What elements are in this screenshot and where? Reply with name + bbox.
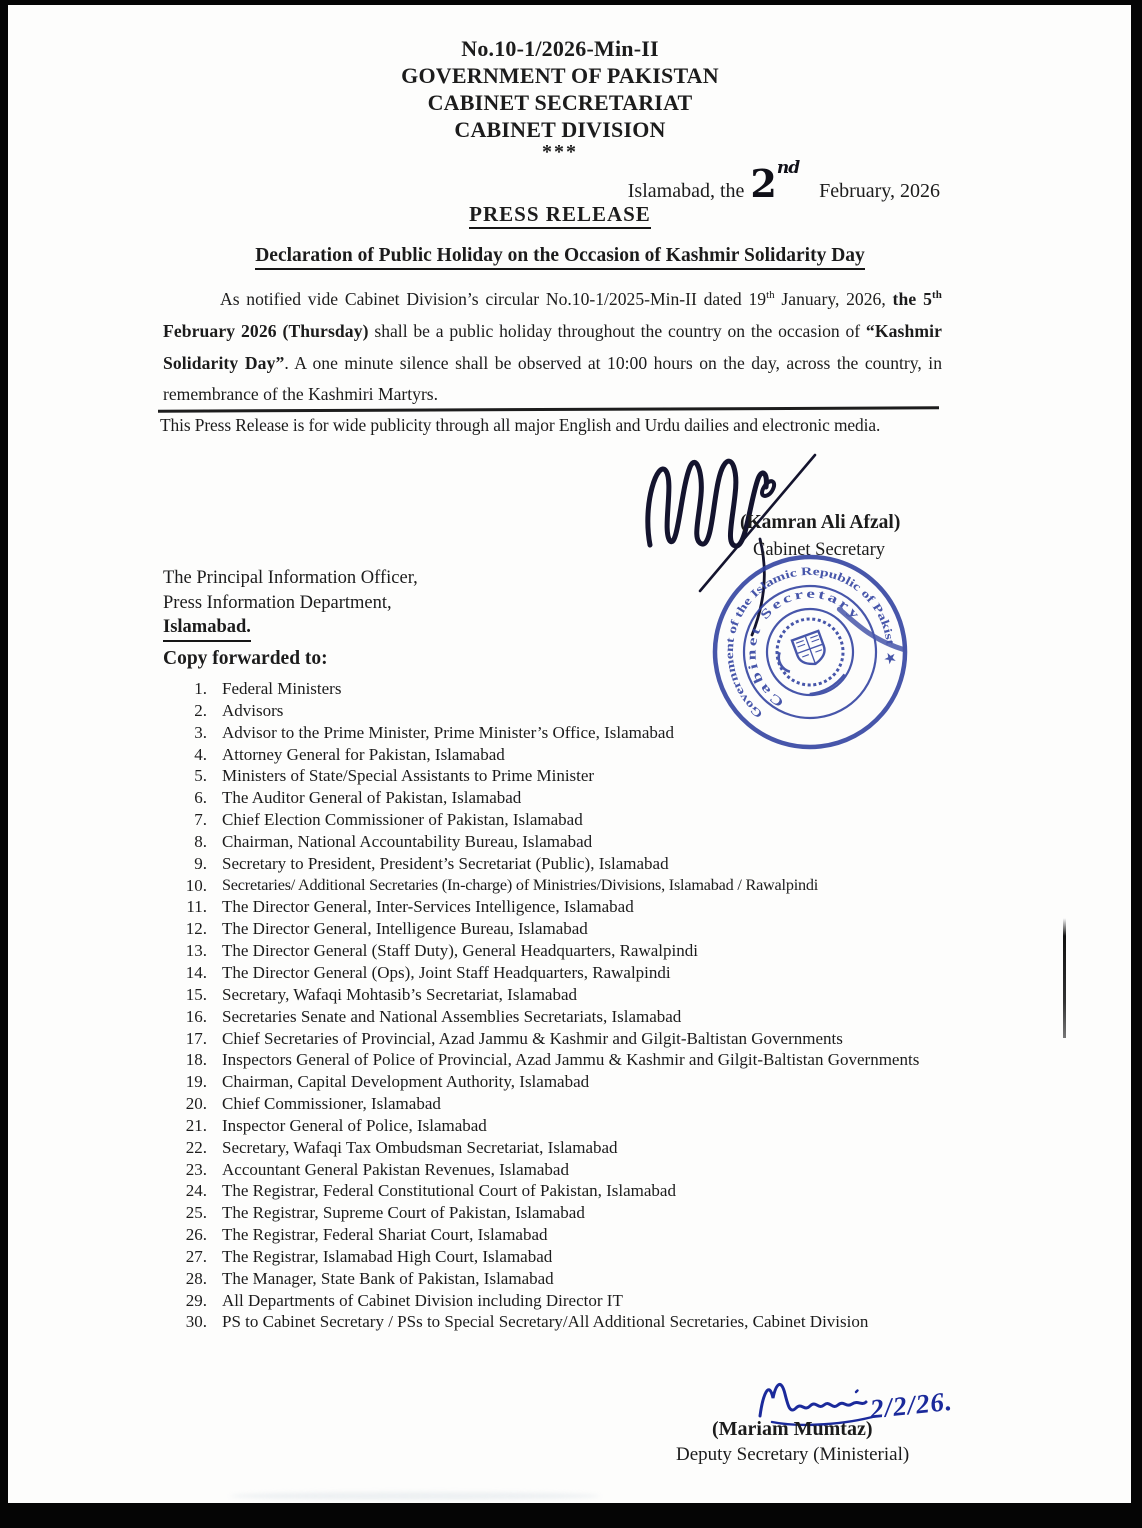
list-item: 5. Ministers of State/Special Assistants to Prime Minister	[194, 766, 595, 786]
list-item: 4. Attorney General for Pakistan, Islamabad	[194, 744, 505, 764]
primary-signatory-name: (Kamran Ali Afzal)	[740, 512, 901, 533]
org-line-secretariat: CABINET SECRETARIAT	[427, 90, 693, 115]
addressee-line1: The Principal Information Officer,	[163, 568, 418, 588]
list-item: 29. All Departments of Cabinet Division including Director IT	[185, 1290, 623, 1310]
publicity-note: This Press Release is for wide publicity through all major English and Urdu dailies and electronic media.	[160, 415, 881, 435]
secondary-signatory-name: (Mariam Mumtaz)	[712, 1418, 873, 1440]
scan-smudge	[230, 1492, 600, 1500]
para-bold-date: the 5th February 2026 (Thursday)	[163, 289, 942, 341]
press-release-heading: PRESS RELEASE	[0, 202, 1120, 227]
list-item: 21. Inspector General of Police, Islamabad	[185, 1115, 487, 1135]
dateline	[627, 158, 940, 206]
org-line-division: CABINET DIVISION	[454, 117, 666, 142]
list-item: 11. The Director General, Inter-Services Intelligence, Islamabad	[186, 897, 634, 917]
list-item: 16. Secretaries Senate and National Assemblies Secretariats, Islamabad	[185, 1006, 682, 1026]
para-seg4: . A one minute silence shall be observed at 10:00 hours on the day, across the country, in remembrance of the Kashmiri Martyrs.	[163, 352, 942, 405]
body-paragraph	[163, 284, 942, 411]
list-item: 2. Advisors	[194, 700, 284, 720]
list-item: 25. The Registrar, Supreme Court of Pakistan, Islamabad	[185, 1203, 585, 1223]
list-item: 13. The Director General (Staff Duty), General Headquarters, Rawalpindi	[185, 941, 698, 961]
list-item: 17. Chief Secretaries of Provincial, Azad Jammu & Kashmir and Gilgit-Baltistan Governments	[185, 1028, 843, 1048]
separator-stars: ***	[542, 141, 578, 163]
list-item: 15. Secretary, Wafaqi Mohtasib’s Secretariat, Islamabad	[185, 984, 578, 1004]
org-line-government: GOVERNMENT OF PAKISTAN	[401, 63, 719, 88]
list-item: 10. Secretaries/ Additional Secretaries (In-charge) of Ministries/Divisions, Islamabad / Rawalpindi	[185, 875, 819, 895]
list-item: 18. Inspectors General of Police of Provincial, Azad Jammu & Kashmir and Gilgit-Baltistan Governments	[185, 1050, 920, 1070]
list-item: 14. The Director General (Ops), Joint Staff Headquarters, Rawalpindi	[185, 962, 671, 982]
list-item: 7. Chief Election Commissioner of Pakistan, Islamabad	[194, 810, 583, 830]
addressee-block	[163, 566, 418, 642]
secondary-signatory-title: Deputy Secretary (Ministerial)	[676, 1444, 910, 1465]
copy-forwarded-label: Copy forwarded to:	[163, 648, 328, 669]
stamp-outer-text: Government of the Islamic Republic of Pakistan	[723, 565, 896, 721]
list-item: 27. The Registrar, Islamabad High Court, Islamabad	[185, 1246, 553, 1266]
addressee-city: Islamabad.	[163, 615, 251, 642]
subject-line: Declaration of Public Holiday on the Occasion of Kashmir Solidarity Day	[0, 245, 1120, 267]
list-item: 23. Accountant General Pakistan Revenues, Islamabad	[185, 1159, 569, 1179]
list-item: 9. Secretary to President, President’s Secretariat (Public), Islamabad	[194, 853, 669, 873]
list-item: 24. The Registrar, Federal Constitutional Court of Pakistan, Islamabad	[185, 1181, 676, 1201]
dateline-rest: February, 2026	[819, 180, 940, 202]
list-item: 30. PS to Cabinet Secretary / PSs to Special Secretary/All Additional Secretaries, Cabinet Division	[185, 1312, 869, 1332]
stamp-star-icon: ★	[881, 648, 901, 670]
scan-artifact-line	[1063, 918, 1066, 1038]
handwritten-date: 2/2/26.	[868, 1385, 955, 1425]
primary-signatory-title: Cabinet Secretary	[753, 540, 886, 560]
list-item: 19. Chairman, Capital Development Authority, Islamabad	[185, 1072, 590, 1092]
handwritten-day: 2nd	[750, 158, 800, 206]
distribution-list	[160, 678, 935, 1333]
para-seg2: January, 2026,	[774, 289, 893, 309]
list-item: 26. The Registrar, Federal Shariat Court, Islamabad	[185, 1225, 548, 1245]
addressee-line2: Press Information Department,	[163, 592, 392, 613]
para-sup1: th	[766, 289, 775, 301]
scan-border-top	[0, 0, 1142, 5]
scan-border-right	[1131, 0, 1142, 1528]
scan-border-left	[0, 0, 8, 1528]
dateline-prefix: Islamabad, the	[627, 180, 745, 202]
para-bold-kashmir-day: “Kashmir Solidarity Day”	[163, 320, 942, 373]
list-item: 12. The Director General, Intelligence Bureau, Islamabad	[185, 919, 588, 939]
list-item: 1. Federal Ministers	[194, 679, 342, 698]
reference-number: No.10-1/2026-Min-II	[461, 36, 659, 61]
list-item: 20. Chief Commissioner, Islamabad	[185, 1094, 441, 1114]
list-item: 22. Secretary, Wafaqi Tax Ombudsman Secretariat, Islamabad	[185, 1137, 618, 1157]
stamp-inner-text: Cabinet Secretary	[743, 585, 863, 711]
scan-border-bottom	[0, 1503, 1142, 1528]
list-item: 3. Advisor to the Prime Minister, Prime Minister’s Office, Islamabad	[194, 722, 674, 742]
para-seg3: shall be a public holiday throughout the country on the occasion of	[368, 320, 866, 341]
list-item: 28. The Manager, State Bank of Pakistan, Islamabad	[185, 1268, 554, 1288]
list-item: 8. Chairman, National Accountability Bureau, Islamabad	[194, 831, 593, 851]
para-seg1: As notified vide Cabinet Division’s circular No.10-1/2025-Min-II dated 19	[220, 289, 767, 309]
list-item: 6. The Auditor General of Pakistan, Islamabad	[194, 788, 522, 808]
